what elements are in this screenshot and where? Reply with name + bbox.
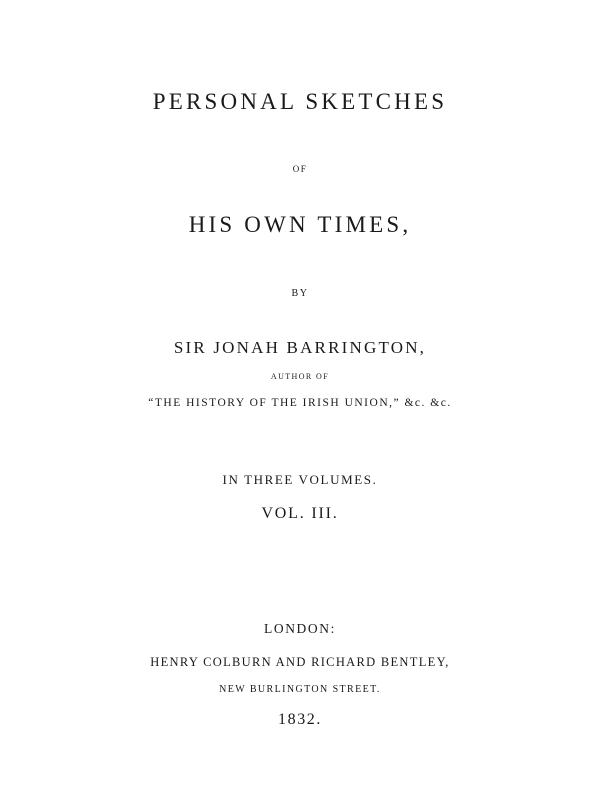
book-title: PERSONAL SKETCHES [152,89,448,114]
publication-year: 1832. [278,711,322,728]
publication-city: LONDON: [264,621,336,636]
other-work: “THE HISTORY OF THE IRISH UNION,” &c. &c. [148,397,452,409]
publisher-address: NEW BURLINGTON STREET. [219,684,381,695]
author-name: SIR JONAH BARRINGTON, [173,338,427,357]
volume-number: VOL. III. [261,505,339,522]
author-of-label: AUTHOR OF [270,372,330,381]
volume-count: IN THREE VOLUMES. [222,472,378,487]
publisher-name: HENRY COLBURN AND RICHARD BENTLEY, [150,655,450,669]
book-subtitle: HIS OWN TIMES, [188,212,412,237]
title-connector-of: OF [292,164,308,174]
by-line: BY [291,288,309,299]
